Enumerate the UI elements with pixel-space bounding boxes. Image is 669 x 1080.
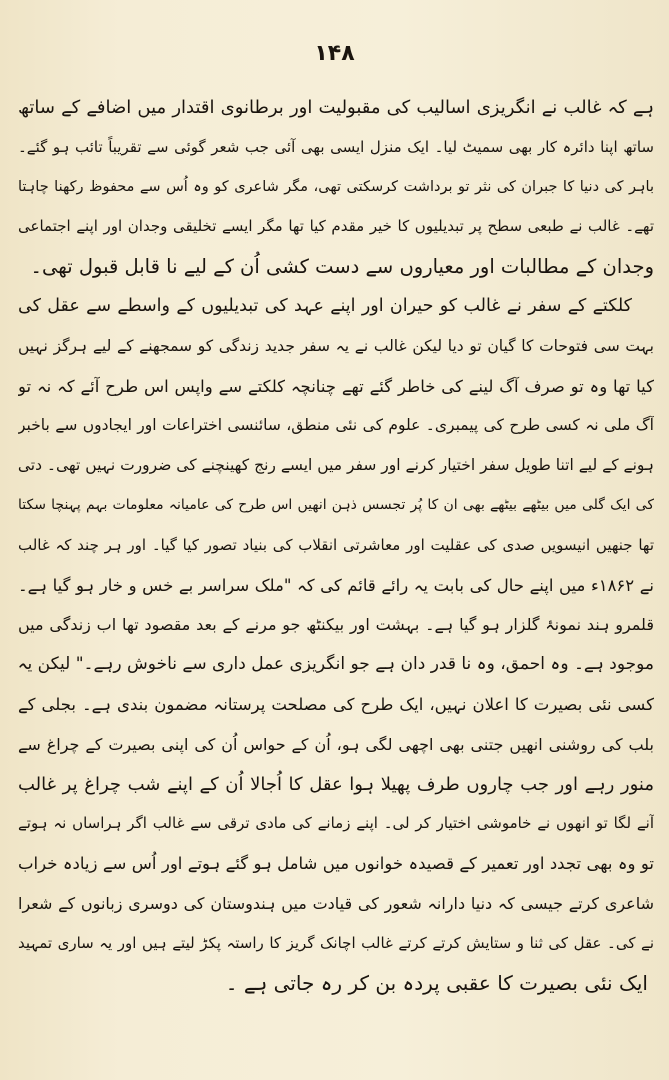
text-line: نے ۱۸۶۲ء میں اپنے حال کی بابت یہ رائے قائم کی کہ "ملک سراسر بے خس و خار ہو گیا ہے۔ <box>18 575 654 595</box>
text-line: تھے۔ غالب نے طبعی سطح پر تبدیلیوں کا خیر مقدم کیا تھا مگر ایسے تخلیقی وجدان اور اپنے اجتماعی <box>18 217 654 236</box>
text-line: تھا جنھیں انیسویں صدی کی عقلیت اور معاشرتی انقلاب کی بنیاد تصور کیا گیا۔ اور ہر چند کہ غالب <box>18 535 654 554</box>
text-line: کسی نئی بصیرت کا اعلان نہیں، ایک طرح کی مصلحت پرستانہ مضمون بندی ہے۔ بجلی کے <box>18 694 654 714</box>
text-line: بہت سی فتوحات کا گیان تو دیا لیکن غالب نے یہ سفر جدید زندگی کو سمجھنے کے لیے ہرگز نہیں <box>18 336 654 355</box>
text-line: موجود ہے۔ وہ احمق، وہ نا قدر دان ہے جو انگریزی عمل داری سے ناخوش رہے۔" لیکن یہ <box>18 654 654 675</box>
page-text <box>18 88 654 1003</box>
page-number: ۱۴۸ <box>314 41 355 66</box>
text-line: ساتھ اپنا دائرہ کار بھی سمیٹ لیا۔ ایک منزل ایسی بھی آئی جب شعر گوئی سے تقریباً تائب ہو گئے۔ <box>18 137 654 156</box>
text-line: وجدان کے مطالبات اور معیاروں سے دست کشی اُن کے لیے نا قابل قبول تھی۔ <box>30 255 654 279</box>
text-line: ہے کہ غالب نے انگریزی اسالیب کی مقبولیت اور برطانوی اقتدار میں اضافے کے ساتھ <box>18 97 654 118</box>
text-line: کیا تھا وہ تو صرف آگ لینے کی خاطر گئے تھے چنانچہ کلکتے سے واپس اس طرح آئے کہ نہ تو <box>18 376 654 396</box>
text-line: تو وہ بھی تجدد اور تعمیر کے قصیدہ خوانوں میں شامل ہو گئے ہوتے اور اُس سے زیادہ خراب <box>18 854 654 874</box>
text-line: آنے لگا تو انھوں نے خاموشی اختیار کر لی۔ اپنے زمانے کی مادی ترقی سے غالب اگر ہراساں نہ ہوتے <box>18 814 654 833</box>
text-line: آگ ملی نہ کسی طرح کی پیمبری۔ علوم کی نئی منطق، سائنسی اختراعات اور ایجادوں سے باخبر <box>18 416 654 435</box>
text-line: ایک نئی بصیرت کا عقبی پردہ بن کر رہ جاتی ہے ۔ <box>225 970 648 995</box>
text-line: نے کی۔ عقل کی ثنا و ستایش کرتے کرتے غالب اچانک گریز کا راستہ پکڑ لیتے ہیں اور یہ ساری تمہید <box>18 933 654 952</box>
text-line: ہونے کے لیے اتنا طویل سفر اختیار کرنے اور سفر میں ایسے رنج کھینچنے کی ضرورت نہیں تھی۔ دتی <box>18 456 654 475</box>
paragraph-start-line: کلکتے کے سفر نے غالب کو حیران اور اپنے عہد کی تبدیلیوں کے واسطے سے عقل کی <box>18 295 632 316</box>
text-line: بلب کی روشنی انھیں جتنی بھی اچھی لگی ہو، اُن کے حواس اُن کی اپنی بصیرت کے چراغ سے <box>18 734 654 754</box>
text-line: باہر کی دنیا کا جبران کی نثر تو برداشت کرسکتی تھی، مگر شاعری کو وہ اُس سے محفوظ رکھنا چاہتا <box>18 178 654 195</box>
text-line: شاعری کرتے جیسی کہ دنیا دارانہ شعور کی قیادت میں ہندوستان کی دوسری زبانوں کے شعرا <box>18 893 654 913</box>
text-line: کی ایک گلی میں بیٹھے بیٹھے بھی ان کا پُر تجسس ذہن انھیں اس طرح کی عامیانہ معلومات بہم پہنچا سکتا <box>18 496 654 513</box>
text-line: قلمرو ہند نمونۂ گلزار ہو گیا ہے۔ بہشت اور بیکنٹھ جو مرنے کے بعد مقصود تھا اب زندگی میں <box>18 615 654 635</box>
text-line: منور رہے اور جب چاروں طرف پھیلا ہوا عقل کا اُجالا اُن کے اپنے شب چراغ پر غالب <box>18 773 654 795</box>
